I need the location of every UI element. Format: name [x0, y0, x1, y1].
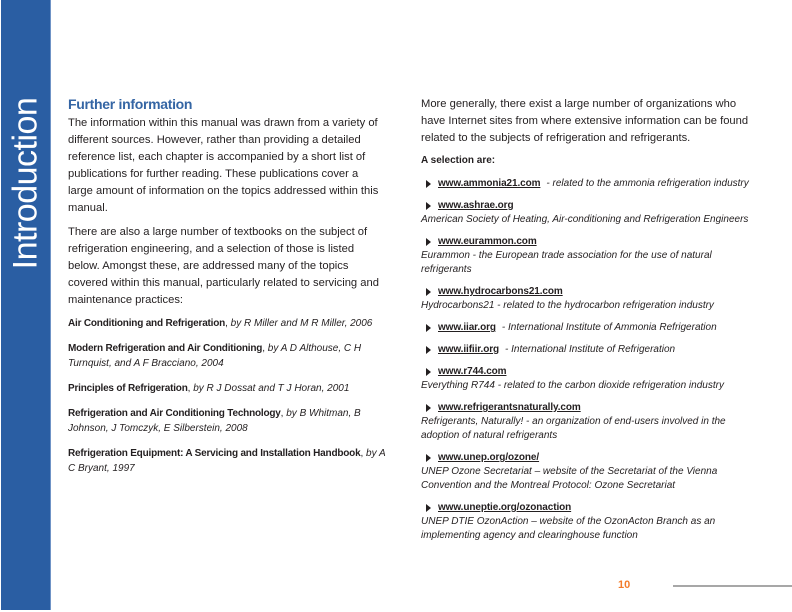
link-eurammon[interactable]: www.eurammon.com	[438, 236, 537, 247]
link-ashrae[interactable]: www.ashrae.org	[438, 200, 514, 211]
book-authors: by R Miller and M R Miller, 2006	[230, 318, 373, 329]
book-authors: by A C Bryant, 1997	[68, 448, 386, 474]
selection-label: A selection are:	[421, 155, 496, 166]
bullet-arrow-icon	[426, 504, 431, 512]
link-item	[421, 199, 751, 227]
link-description: Everything R744 - related to the carbon dioxide refrigeration industry	[421, 380, 724, 391]
link-item	[421, 321, 751, 335]
bullet-arrow-icon	[426, 202, 431, 210]
link-uneptie-ozonaction[interactable]: www.uneptie.org/ozonaction	[438, 502, 572, 513]
link-description: - related to the ammonia refrigeration industry	[546, 178, 749, 189]
link-iifiir[interactable]: www.iifiir.org	[438, 344, 500, 355]
intro-paragraph: The information within this manual was drawn from a variety of different sources. However, rather than providing a detailed reference list, each chapter is accompanied by a short list of publications for further reading. These publications cover a large amount of information on the topics addressed within this manual.	[68, 117, 379, 214]
book-entry: Refrigeration and Air Conditioning Technology, by B Whitman, B Johnson, J Tomczyk, E Silberstein, 2008	[68, 408, 361, 434]
link-description: American Society of Heating, Air-conditioning and Refrigeration Engineers	[421, 214, 749, 225]
section-heading: Further information	[68, 96, 193, 112]
book-entry: Air Conditioning and Refrigeration, by R Miller and M R Miller, 2006	[68, 318, 373, 329]
book-entry: Modern Refrigeration and Air Conditioning, by A D Althouse, C H Turnquist, and A F Bracciano, 2004	[68, 343, 362, 369]
link-item	[421, 235, 751, 277]
organizations-paragraph: More generally, there exist a large number of organizations who have Internet sites from where extensive information can be found related to the subjects of refrigeration and refrigerants.	[421, 98, 749, 144]
left-column	[68, 96, 386, 486]
footer-rule	[673, 585, 792, 587]
right-column	[421, 96, 751, 551]
book-entry: Refrigeration Equipment: A Servicing and Installation Handbook, by A C Bryant, 1997	[68, 448, 386, 474]
link-description: - International Institute of Refrigeration	[505, 344, 676, 355]
link-description: Refrigerants, Naturally! - an organization of end-users involved in the adoption of natural refrigerants	[421, 416, 726, 441]
link-item	[421, 285, 751, 313]
link-item	[421, 501, 751, 543]
chapter-sidebar	[1, 0, 51, 610]
link-ammonia21[interactable]: www.ammonia21.com	[438, 178, 541, 189]
chapter-title-wrap	[1, 0, 50, 269]
page-number: 10	[618, 579, 631, 591]
link-refrigerantsnaturally[interactable]: www.refrigerantsnaturally.com	[438, 402, 581, 413]
link-item	[421, 401, 751, 443]
link-iiar[interactable]: www.iiar.org	[438, 322, 496, 333]
book-title: Refrigeration Equipment: A Servicing and Installation Handbook	[68, 448, 361, 459]
link-item	[421, 177, 751, 191]
book-entry: Principles of Refrigeration, by R J Dossat and T J Horan, 2001	[68, 383, 350, 394]
link-description: Hydrocarbons21 - related to the hydrocarbon refrigeration industry	[421, 300, 714, 311]
link-hydrocarbons21[interactable]: www.hydrocarbons21.com	[438, 286, 563, 297]
link-description: - International Institute of Ammonia Refrigeration	[501, 322, 717, 333]
book-title: Modern Refrigeration and Air Conditioning	[68, 343, 263, 354]
bullet-arrow-icon	[426, 288, 431, 296]
link-description: Eurammon - the European trade association for the use of natural refrigerants	[421, 250, 712, 275]
bullet-arrow-icon	[426, 404, 431, 412]
link-item	[421, 365, 751, 393]
link-description: UNEP DTIE OzonAction – website of the OzonActon Branch as an implementing agency and clearinghouse function	[421, 516, 716, 541]
bullet-arrow-icon	[426, 454, 431, 462]
book-title: Refrigeration and Air Conditioning Technology	[68, 408, 281, 419]
bullet-arrow-icon	[426, 346, 431, 354]
link-r744[interactable]: www.r744.com	[438, 366, 507, 377]
bullet-arrow-icon	[426, 368, 431, 376]
textbooks-paragraph: There are also a large number of textbooks on the subject of refrigeration engineering, and a selection of those is listed below. Amongst these, are addressed many of the topics covered within this manual, particularly related to servicing and maintenance practices:	[68, 226, 379, 306]
chapter-title: Introduction	[6, 97, 45, 269]
link-item	[421, 343, 751, 357]
bullet-arrow-icon	[426, 324, 431, 332]
bullet-arrow-icon	[426, 180, 431, 188]
link-unep-ozone[interactable]: www.unep.org/ozone/	[438, 452, 540, 463]
book-title: Principles of Refrigeration	[68, 383, 188, 394]
book-title: Air Conditioning and Refrigeration	[68, 318, 226, 329]
book-authors: by R J Dossat and T J Horan, 2001	[193, 383, 350, 394]
book-authors: by B Whitman, B Johnson, J Tomczyk, E Silberstein, 2008	[68, 408, 361, 434]
bullet-arrow-icon	[426, 238, 431, 246]
book-authors: by A D Althouse, C H Turnquist, and A F Bracciano, 2004	[68, 343, 362, 369]
link-item	[421, 451, 751, 493]
link-description: UNEP Ozone Secretariat – website of the Secretariat of the Vienna Convention and the Montreal Protocol: Ozone Secretariat	[421, 466, 718, 491]
